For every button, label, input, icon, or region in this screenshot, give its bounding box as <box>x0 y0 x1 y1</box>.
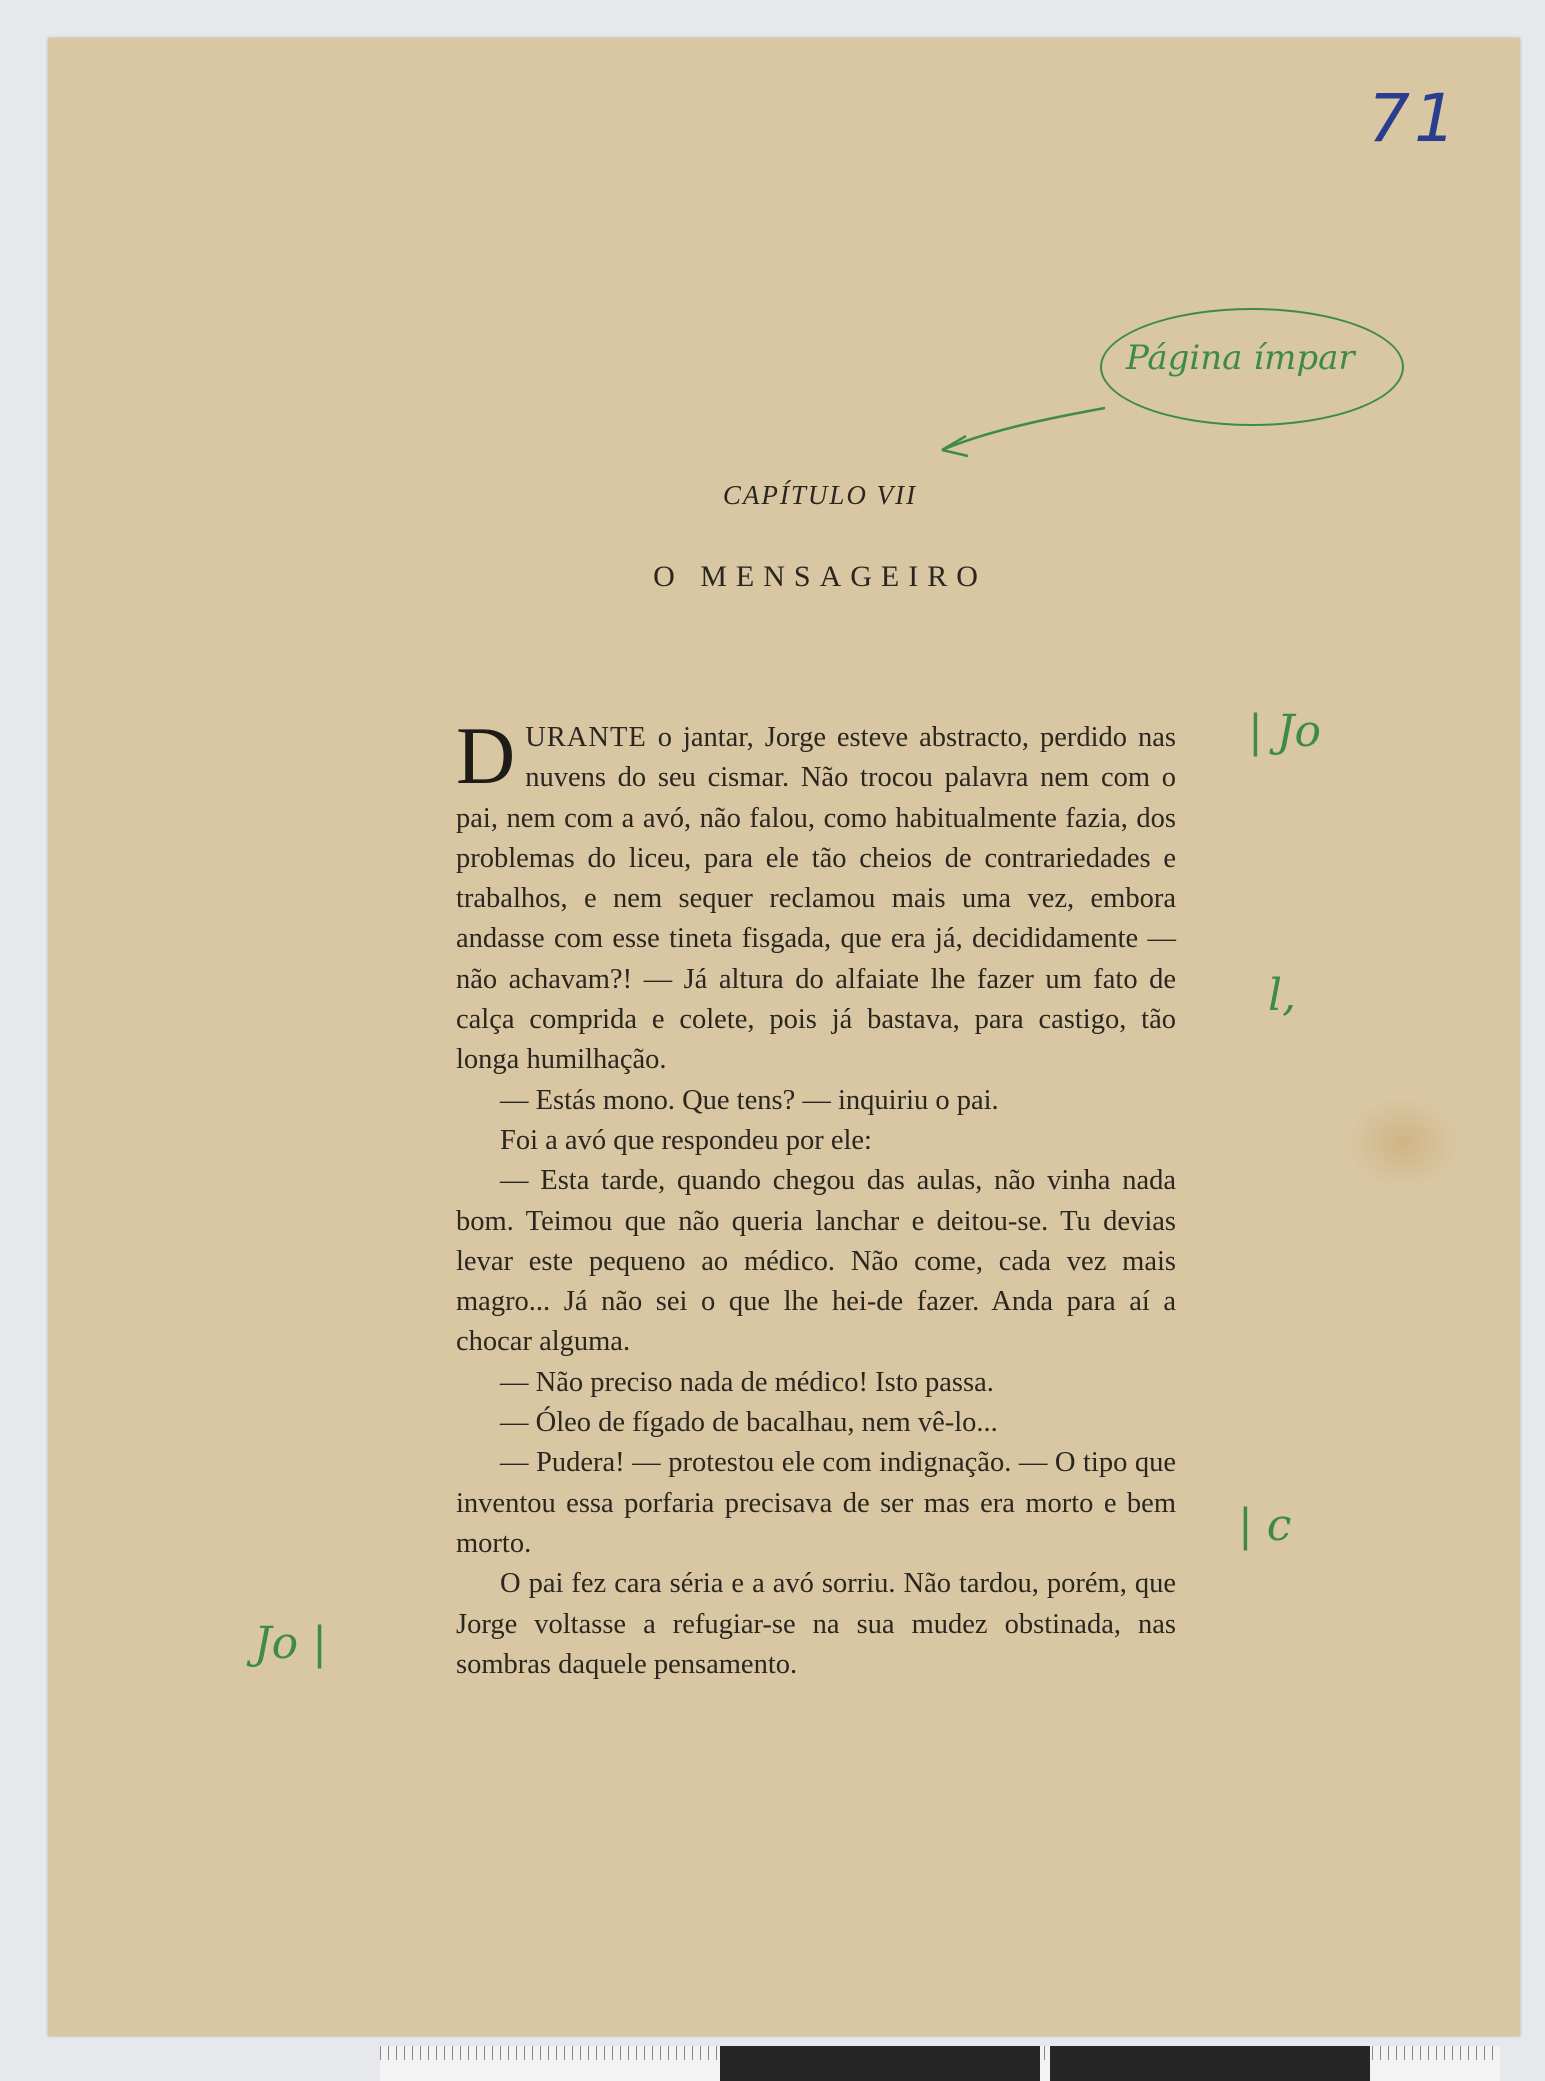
paper-stain <box>1348 1098 1458 1188</box>
paragraph <box>456 710 1176 1081</box>
annotation-arrow-icon <box>930 400 1110 460</box>
chapter-body <box>456 710 1176 1685</box>
margin-mark: Jo | <box>254 1618 327 1669</box>
paragraph-text: o jantar, Jorge esteve abstracto, perdido nas nuvens do seu cismar. Não trocou palavra nem com o pai, nem com a avó, não falou, como habitualmente fazia, dos problemas do liceu, para ele tão cheios de contrariedades e trabalhos, e nem sequer reclamou mais uma vez, embora andasse com esse tineta fisgada, que era já, decididamente — não achavam?! — Já altura do alfaiate lhe fazer um fato de calça comprida e colete, pois já bastava, para castigo, tão longa humilhação. <box>456 722 1176 1076</box>
chapter-title: O MENSAGEIRO <box>653 560 987 593</box>
page-number: 71 <box>1368 80 1460 157</box>
first-word: URANTE <box>525 722 647 753</box>
margin-mark: l, <box>1268 970 1297 1021</box>
paragraph: O pai fez cara séria e a avó sorriu. Não tardou, porém, que Jorge voltasse a refugiar-se na sua mudez obstinada, nas sombras daquele pensamento. <box>456 1568 1176 1680</box>
paragraph: — Não preciso nada de médico! Isto passa. <box>500 1366 994 1398</box>
paragraph: — Óleo de fígado de bacalhau, nem vê-lo... <box>500 1407 998 1439</box>
chapter-label: CAPÍTULO VII <box>722 480 918 510</box>
paragraph: — Estás mono. Que tens? — inquiriu o pai. <box>500 1084 999 1116</box>
paragraph: — Esta tarde, quando chegou das aulas, não vinha nada bom. Teimou que não queria lanchar e deitou-se. Tu devias levar este pequeno ao médico. Não come, cada vez mais magro... Já não sei o que lhe hei-de fazer. Anda para aí a chocar alguma. <box>456 1165 1176 1358</box>
margin-mark: | c <box>1238 1500 1292 1551</box>
ruler-block <box>720 2046 1040 2081</box>
paragraph: — Pudera! — protestou ele com indignação. — O tipo que inventou essa porfaria precisava de ser mas era morto e bem morto. <box>456 1447 1176 1559</box>
scale-ruler <box>380 2046 1500 2081</box>
paragraph: Foi a avó que respondeu por ele: <box>500 1124 872 1156</box>
drop-cap: D <box>456 710 516 801</box>
ruler-block <box>1050 2046 1370 2081</box>
annotation-note: Página ímpar <box>1126 338 1355 378</box>
margin-mark: | Jo <box>1248 706 1321 757</box>
